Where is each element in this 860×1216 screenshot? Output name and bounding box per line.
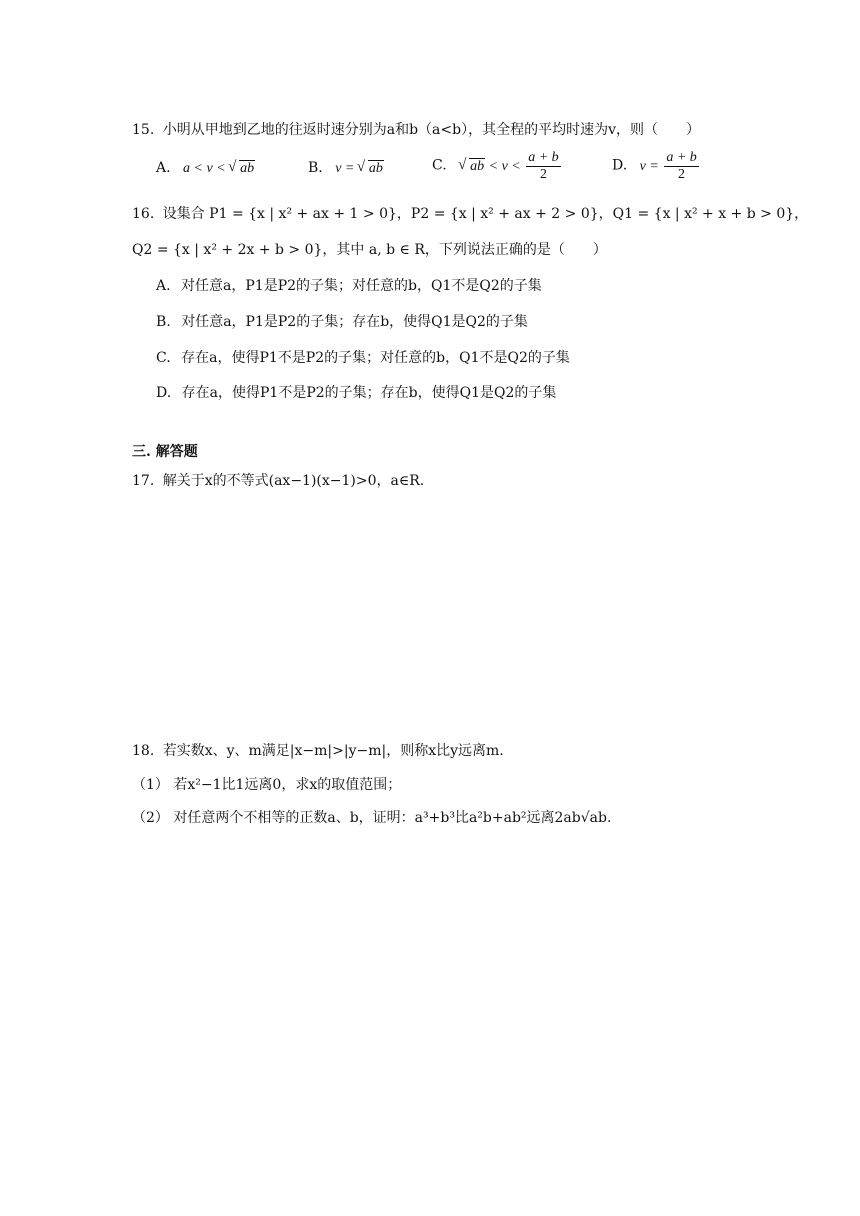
q17-text: 解关于x的不等式(ax−1)(x−1)>0，a∈R.	[162, 473, 425, 489]
q15-stem	[132, 120, 700, 140]
q16-number: 16.	[132, 206, 155, 222]
q18-part-2-text: 对任意两个不相等的正数a、b，证明：a³+b³比a²b+ab²远离2ab√ab.	[173, 810, 612, 826]
q18-part-2-label: （2）	[132, 810, 169, 826]
q16-line2: Q2 = {x | x² + 2x + b > 0}，其中 a, b ∈ R，下列说法正确的是（ ）	[132, 242, 607, 258]
q15-option-b	[308, 158, 384, 179]
q16-option-d	[156, 383, 556, 403]
q18-part-1	[132, 775, 401, 795]
q15-number: 15.	[132, 122, 155, 138]
q16-option-d-text: 存在a，使得P1不是P2的子集；存在b，使得Q1是Q2的子集	[181, 385, 557, 401]
q16-option-c-label: C.	[156, 350, 171, 366]
q18-number: 18.	[132, 743, 155, 759]
q15-option-c	[432, 150, 563, 183]
q16-option-c-text: 存在a，使得P1不是P2的子集；对任意的b，Q1不是Q2的子集	[181, 350, 570, 366]
q18-part-1-text: 若x²−1比1远离0，求x的取值范围；	[173, 777, 402, 793]
q15-option-c-label: C.	[432, 157, 447, 174]
q18-text: 若实数x、y、m满足|x−m|>|y−m|，则称x比y远离m.	[162, 743, 504, 759]
section-heading: 三. 解答题	[132, 444, 198, 460]
q18-part-1-label: （1）	[132, 777, 169, 793]
q15-option-d	[612, 150, 701, 183]
q16-stem-line1	[132, 204, 808, 224]
q16-line1: 设集合 P1 = {x | x² + ax + 1 > 0}，P2 = {x | x² + ax + 2 > 0}，Q1 = {x | x² + x + b > 0}，	[162, 206, 809, 222]
q16-option-a-text: 对任意a，P1是P2的子集；对任意的b，Q1不是Q2的子集	[181, 278, 542, 294]
q16-option-a-label: A.	[156, 278, 171, 294]
q17-number: 17.	[132, 473, 155, 489]
q16-stem-line2	[132, 240, 607, 260]
q16-option-a	[156, 276, 542, 296]
q16-option-c	[156, 348, 570, 368]
q16-option-b-label: B.	[156, 314, 171, 330]
q15-option-a-label: A.	[156, 160, 171, 176]
q16-option-b-text: 对任意a，P1是P2的子集；存在b，使得Q1是Q2的子集	[181, 314, 528, 330]
q15-option-a	[156, 158, 255, 179]
q16-option-b	[156, 312, 528, 332]
q15-option-b-expr: v = √ ab	[335, 161, 384, 176]
q15-option-c-expr: √ ab < v < $\frac{a + b}{2}$	[459, 159, 563, 174]
q15-option-d-expr: v = $\frac{a + b}{2}$	[639, 150, 697, 182]
q15-text: 小明从甲地到乙地的往返时速分别为a和b（a<b），其全程的平均时速为v，则（ ）	[162, 122, 700, 138]
q18-part-2	[132, 808, 611, 828]
q15-option-a-expr: a < v < √ ab	[183, 161, 255, 176]
q15-option-b-label: B.	[308, 160, 323, 176]
q15-option-d-label: D.	[612, 157, 628, 174]
q17-stem	[132, 471, 424, 491]
q16-option-d-label: D.	[156, 385, 172, 401]
q18-stem	[132, 741, 504, 761]
